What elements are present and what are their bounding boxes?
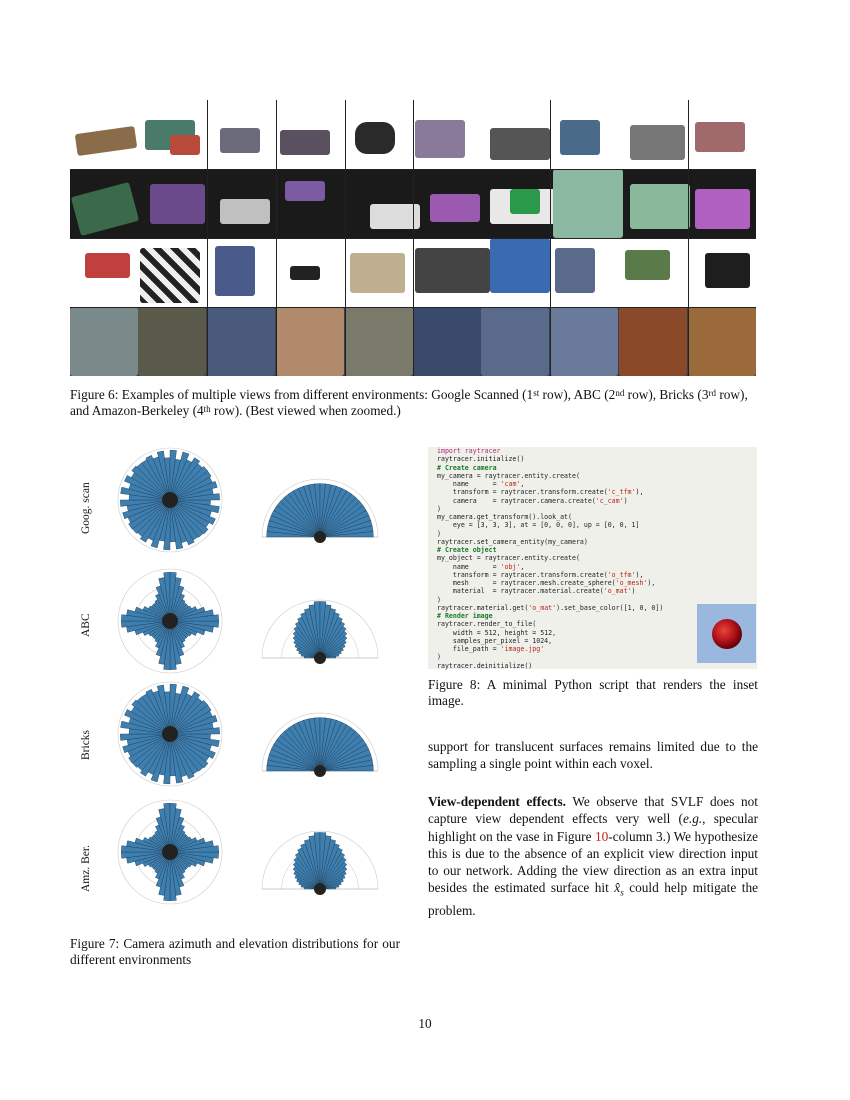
figure-7-distribution-plots [105,438,405,918]
azimuth-plot [118,682,222,786]
figure-6-caption: Figure 6: Examples of multiple views from different environments: Google Scanned (1st row), ABC (2nd row), Bricks (3rd row), and Amazon-Berkeley (4th row). (Best viewed when zoomed.) [70,387,748,418]
elevation-plot [262,831,378,895]
figure-6-image-grid [70,100,756,376]
paragraph-translucent: support for translucent surfaces remains limited due to the sampling a single point within each voxel. [428,739,758,772]
azimuth-plot [118,448,222,552]
azimuth-plot [118,800,222,904]
paragraph-view-dependent: View-dependent effects. We observe that SVLF does not capture view dependent effects very well (e.g., specular highlight on the vase in Figure 10-column 3.) We hypothesize this is due to the absence of an explicit view direction input to our network. Adding the view direction as an extra input besides the estimated surface hit $x̂_s$ could help mitigate the problem. [428,794,758,919]
figure-8-caption: Figure 8: A minimal Python script that renders the inset image. [428,677,758,708]
azimuth-plot [118,569,222,673]
row-label-abc: ABC [80,613,92,637]
figure-reference-link[interactable]: 10 [594,828,609,844]
elevation-plot [262,479,378,543]
row-label-google-scan: Goog. scan [80,482,92,534]
page-number: 10 [418,1016,432,1031]
figure-7-caption: Figure 7: Camera azimuth and elevation distributions for our different environments [70,936,400,967]
figure-8-code-listing: import raytracer raytracer.initialize() # Create camera my_camera = raytracer.entity.create( name = 'cam', transform = raytracer.transform.create('c_tfm'), camera = raytracer.camera.create('c_cam') ) my_camera.get_transform().look_at( eye = [3, 3, 3], at = [0, 0, 0], up = [0, 0, 1] ) raytracer.set_camera_entity(my_camera) # Create object my_object = raytracer.entity.create( name = 'obj', transform = raytracer.transform.create('o_tfm'), mesh = raytracer.mesh.create_sphere('o_mesh'), material = raytracer.material.create('o_mat') ) raytracer.material.get('o_mat').set_base_color([1, 0, 0]) # Render image raytracer.render_to_file( width = 512, height = 512, samples_per_pixel = 1024, file_path = 'image.jpg' ) raytracer.deinitialize() [428,447,757,669]
elevation-plot [262,713,378,777]
elevation-plot [262,600,378,664]
rendered-sphere-inset [697,604,756,663]
row-label-bricks: Bricks [80,729,92,760]
section-heading: View-dependent effects. [428,794,566,809]
row-label-amazon-berkeley: Amz. Ber. [80,845,92,892]
